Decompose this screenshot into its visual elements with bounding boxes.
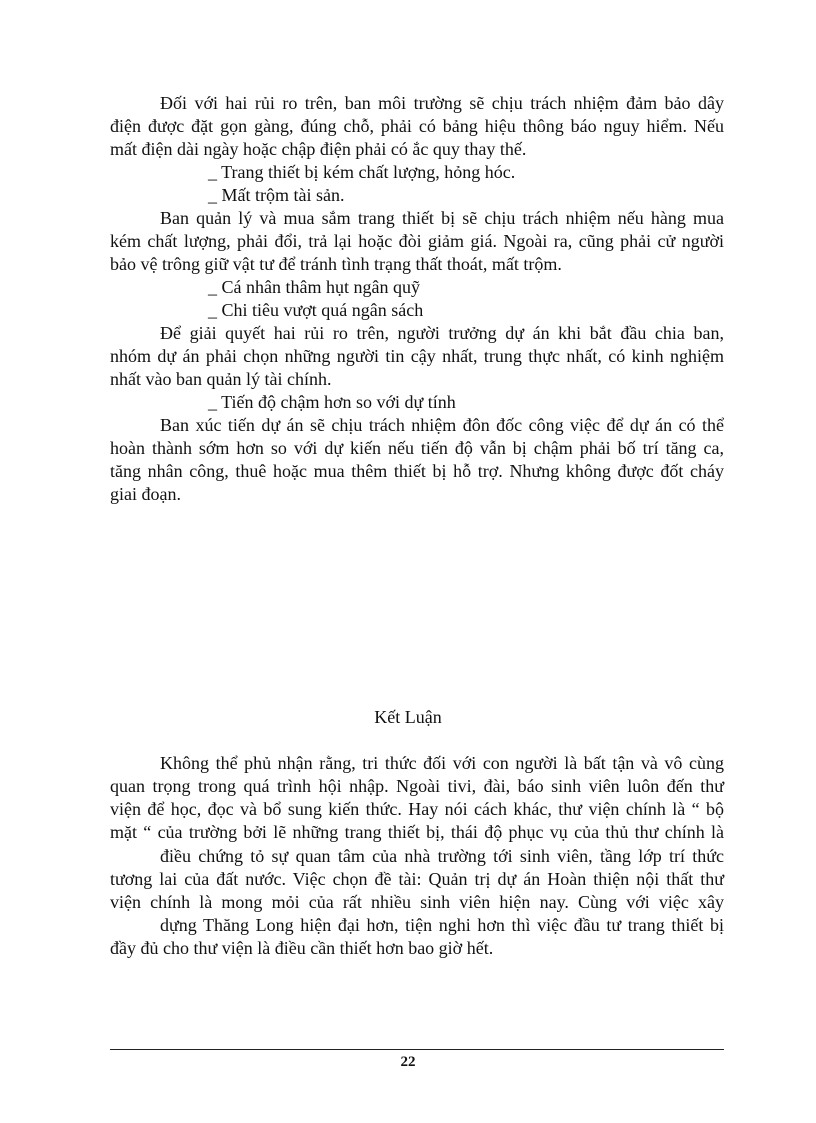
conclusion-line-4: mặt “ của trường bởi lẽ những trang thiết bị, thái độ phục vụ của thủ thư chính là — [110, 822, 724, 842]
conclusion-heading: Kết Luận — [374, 707, 442, 727]
bullet-fund-deficit: _ Cá nhân thâm hụt ngân quỹ — [208, 277, 420, 297]
footer-divider — [110, 1049, 724, 1050]
bullet-asset-theft: _ Mất trộm tài sản. — [208, 185, 345, 205]
paragraph-2-line-3: bảo vệ trông giữ vật tư để tránh tình trạng thất thoát, mất trộm. — [110, 254, 562, 274]
bullet-schedule-delay: _ Tiến độ chậm hơn so với dự tính — [208, 392, 456, 412]
bullet-over-budget: _ Chi tiêu vượt quá ngân sách — [208, 300, 424, 320]
paragraph-1-line-1: Đối với hai rủi ro trên, ban môi trường sẽ chịu trách nhiệm đảm bảo dây — [160, 93, 724, 113]
paragraph-2-line-2: kém chất lượng, phải đổi, trả lại hoặc đòi giảm giá. Ngoài ra, cũng phải cử người — [110, 231, 724, 251]
paragraph-3-line-3: nhất vào ban quản lý tài chính. — [110, 369, 332, 389]
paragraph-4-line-2: hoàn thành sớm hơn so với dự kiến nếu tiến độ vẫn bị chậm phải bố trí tăng ca, — [110, 438, 724, 458]
conclusion-line-8: dựng Thăng Long hiện đại hơn, tiện nghi hơn thì việc đầu tư trang thiết bị — [160, 915, 724, 935]
paragraph-4-line-3: tăng nhân công, thuê hoặc mua thêm thiết bị hỗ trợ. Nhưng không được đốt cháy — [110, 461, 724, 481]
bullet-equipment-quality: _ Trang thiết bị kém chất lượng, hỏng hóc. — [208, 162, 516, 182]
conclusion-line-5: điều chứng tỏ sự quan tâm của nhà trường tới sinh viên, tầng lớp trí thức — [160, 846, 724, 866]
conclusion-line-1: Không thể phủ nhận rằng, tri thức đối với con người là bất tận và vô cùng — [160, 753, 724, 773]
paragraph-4-line-4: giai đoạn. — [110, 484, 181, 504]
paragraph-1-line-2: điện được đặt gọn gàng, đúng chỗ, phải có bảng hiệu thông báo nguy hiểm. Nếu — [110, 116, 724, 136]
conclusion-line-3: viện để học, đọc và bổ sung kiến thức. Hay nói cách khác, thư viện chính là “ bộ — [110, 799, 724, 819]
paragraph-3-line-2: nhóm dự án phải chọn những người tin cậy nhất, trung thực nhất, có kinh nghiệm — [110, 346, 724, 366]
conclusion-line-2: quan trọng trong quá trình hội nhập. Ngoài tivi, đài, báo sinh viên luôn đến thư — [110, 776, 724, 796]
conclusion-line-6: tương lai của đất nước. Việc chọn đề tài: Quản trị dự án Hoàn thiện nội thất thư — [110, 869, 724, 889]
paragraph-4-line-1: Ban xúc tiến dự án sẽ chịu trách nhiệm đôn đốc công việc để dự án có thể — [160, 415, 724, 435]
page-number: 22 — [400, 1054, 416, 1070]
paragraph-3-line-1: Để giải quyết hai rủi ro trên, người trưởng dự án khi bắt đầu chia ban, — [160, 323, 724, 343]
conclusion-line-7: viện chính là mong mỏi của rất nhiều sinh viên hiện nay. Cùng với việc xây — [110, 892, 724, 912]
paragraph-1-line-3: mất điện dài ngày hoặc chập điện phải có ắc quy thay thế. — [110, 139, 527, 159]
conclusion-line-9: đầy đủ cho thư viện là điều cần thiết hơn bao giờ hết. — [110, 938, 494, 958]
paragraph-2-line-1: Ban quản lý và mua sắm trang thiết bị sẽ chịu trách nhiệm nếu hàng mua — [160, 208, 724, 228]
